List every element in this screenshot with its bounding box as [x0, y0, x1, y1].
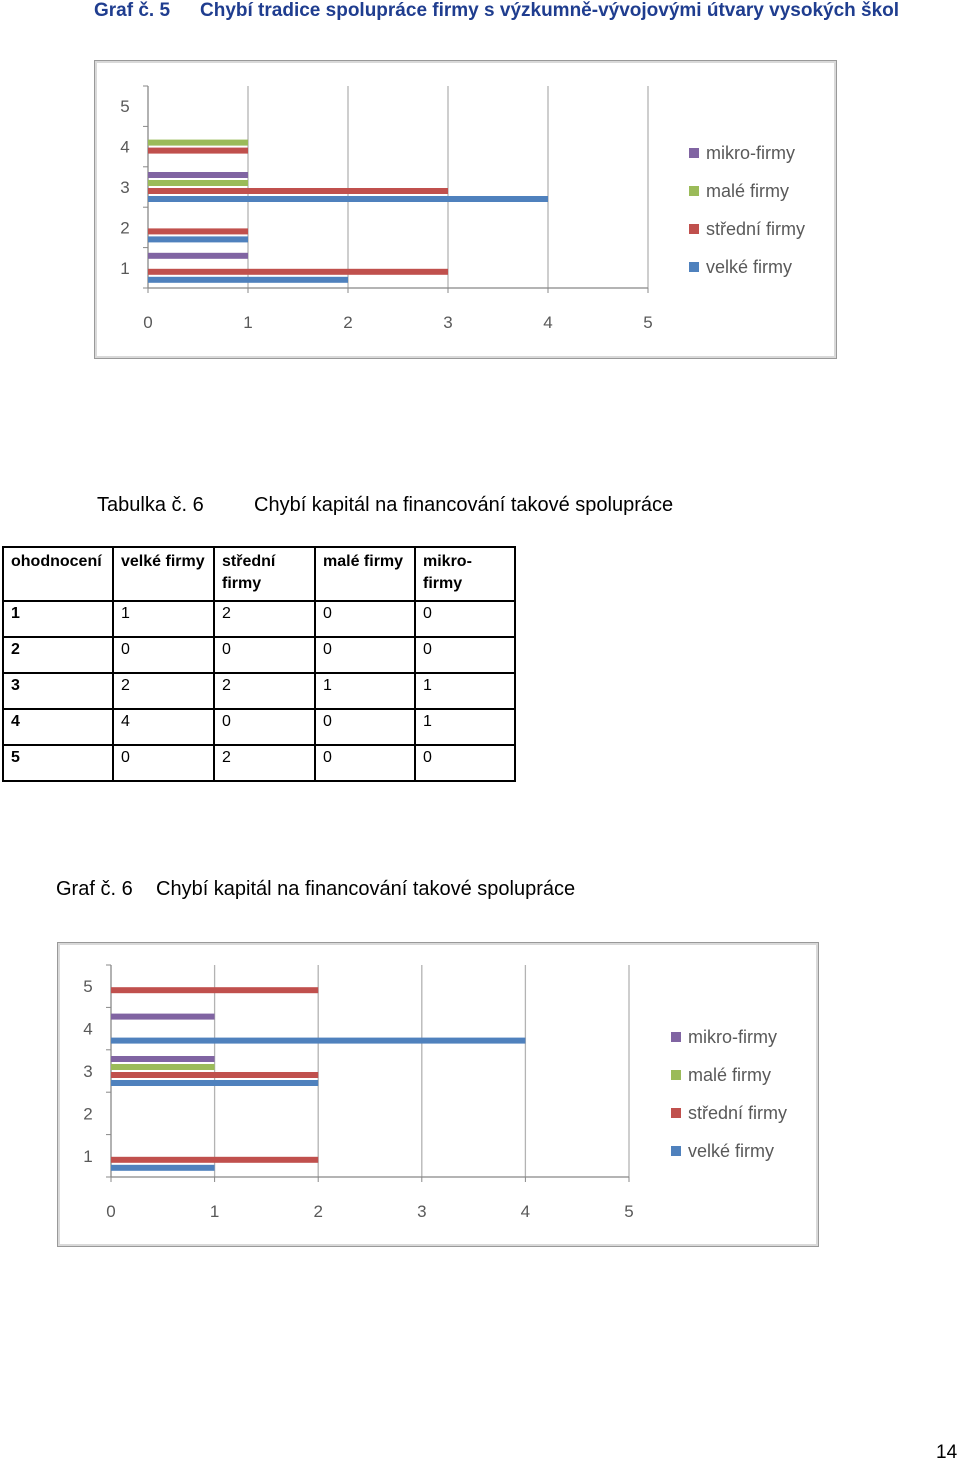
bar [111, 1157, 318, 1163]
bar [111, 1056, 215, 1062]
x-tick-label: 1 [243, 313, 253, 332]
table-header: střední firmy [214, 547, 315, 601]
legend-label: velké firmy [706, 257, 793, 277]
x-tick-label: 1 [209, 1202, 220, 1221]
chart1-caption-text: Chybí tradice spolupráce firmy s výzkumně-vývojovými útvary vysokých škol [200, 0, 900, 21]
bar [148, 188, 448, 194]
bar [148, 269, 448, 275]
legend-label: střední firmy [688, 1103, 788, 1123]
table-cell: 0 [315, 745, 415, 781]
table-row [3, 601, 515, 637]
x-tick-label: 0 [106, 1202, 116, 1221]
legend-swatch [671, 1032, 681, 1042]
bar [148, 140, 248, 146]
y-tick-label: 4 [83, 1019, 93, 1039]
bar [111, 1064, 215, 1070]
y-tick-label: 5 [83, 977, 93, 997]
bar [111, 1165, 215, 1171]
y-tick-label: 2 [120, 218, 130, 238]
legend-swatch [689, 224, 699, 234]
table-cell: 0 [113, 637, 214, 673]
y-tick-label: 3 [120, 178, 130, 197]
legend-label: malé firmy [688, 1065, 772, 1085]
table-cell: 4 [3, 709, 113, 745]
y-tick-label: 1 [83, 1146, 93, 1166]
table-caption-number: Tabulka č. 6 [97, 494, 204, 516]
table-row [3, 709, 515, 745]
table-cell: 2 [214, 601, 315, 637]
x-tick-label: 5 [643, 313, 653, 332]
bar [111, 1014, 215, 1020]
table-row [3, 673, 515, 709]
table-caption [97, 494, 673, 517]
chart2 [57, 942, 819, 1247]
table-header-row [3, 547, 515, 601]
chart1-caption [94, 0, 899, 22]
table-cell: 0 [113, 745, 214, 781]
page-number: 14 [936, 1442, 958, 1463]
legend-swatch [689, 262, 699, 272]
x-tick-label: 2 [313, 1202, 323, 1221]
bar [148, 228, 248, 234]
legend-swatch [689, 186, 699, 196]
bar [148, 148, 248, 154]
chart2-caption-number: Graf č. 6 [56, 878, 133, 900]
bar [148, 196, 548, 202]
table-cell: 0 [214, 637, 315, 673]
chart2-svg [58, 943, 818, 1246]
bar [111, 1072, 318, 1078]
chart1-caption-number: Graf č. 5 [94, 0, 171, 21]
x-tick-label: 4 [543, 313, 553, 332]
y-tick-label: 2 [83, 1104, 93, 1124]
data-table [2, 546, 516, 782]
legend-swatch [689, 148, 699, 158]
legend-swatch [671, 1108, 681, 1118]
table-cell: 0 [214, 709, 315, 745]
table-cell: 0 [415, 745, 515, 781]
table-row [3, 637, 515, 673]
x-tick-label: 5 [624, 1202, 634, 1221]
table-cell: 0 [315, 709, 415, 745]
chart1 [94, 60, 837, 359]
x-tick-label: 3 [443, 313, 453, 332]
x-tick-label: 2 [343, 313, 353, 332]
legend-swatch [671, 1146, 681, 1156]
table-cell: 2 [214, 673, 315, 709]
x-tick-label: 3 [417, 1202, 427, 1221]
table-row [3, 745, 515, 781]
table-header: ohodnocení [3, 547, 113, 601]
table-caption-text: Chybí kapitál na financování takové spolupráce [254, 494, 674, 516]
table-cell: 1 [315, 673, 415, 709]
bar [148, 253, 248, 259]
bar [148, 236, 248, 242]
table-cell: 2 [3, 637, 113, 673]
table-cell: 2 [113, 673, 214, 709]
table-cell: 4 [113, 709, 214, 745]
legend-label: velké firmy [688, 1141, 775, 1161]
table-cell: 0 [315, 601, 415, 637]
y-tick-label: 4 [120, 137, 130, 157]
bar [111, 1038, 525, 1044]
legend-label: střední firmy [706, 219, 806, 239]
table-cell: 0 [415, 601, 515, 637]
legend-label: mikro-firmy [688, 1027, 777, 1047]
table-header: mikro-firmy [415, 547, 515, 601]
table-header: velké firmy [113, 547, 214, 601]
table-cell: 1 [113, 601, 214, 637]
table-cell: 2 [214, 745, 315, 781]
table-cell: 1 [3, 601, 113, 637]
table-cell: 1 [415, 709, 515, 745]
bar [111, 1080, 318, 1086]
table-header: malé firmy [315, 547, 415, 601]
x-tick-label: 0 [143, 313, 153, 332]
bar [148, 180, 248, 186]
x-tick-label: 4 [520, 1202, 531, 1221]
table-cell: 1 [415, 673, 515, 709]
chart1-svg [95, 61, 836, 358]
legend-label: malé firmy [706, 181, 790, 201]
table-cell: 3 [3, 673, 113, 709]
y-tick-label: 3 [83, 1062, 93, 1081]
y-tick-label: 5 [120, 97, 130, 117]
chart2-caption [56, 878, 575, 901]
legend-label: mikro-firmy [706, 143, 795, 163]
chart2-caption-text: Chybí kapitál na financování takové spolupráce [156, 878, 576, 900]
bar [111, 987, 318, 993]
bar [148, 277, 348, 283]
y-tick-label: 1 [120, 258, 130, 278]
table-cell: 5 [3, 745, 113, 781]
table-cell: 0 [415, 637, 515, 673]
bar [148, 172, 248, 178]
legend-swatch [671, 1070, 681, 1080]
table-cell: 0 [315, 637, 415, 673]
